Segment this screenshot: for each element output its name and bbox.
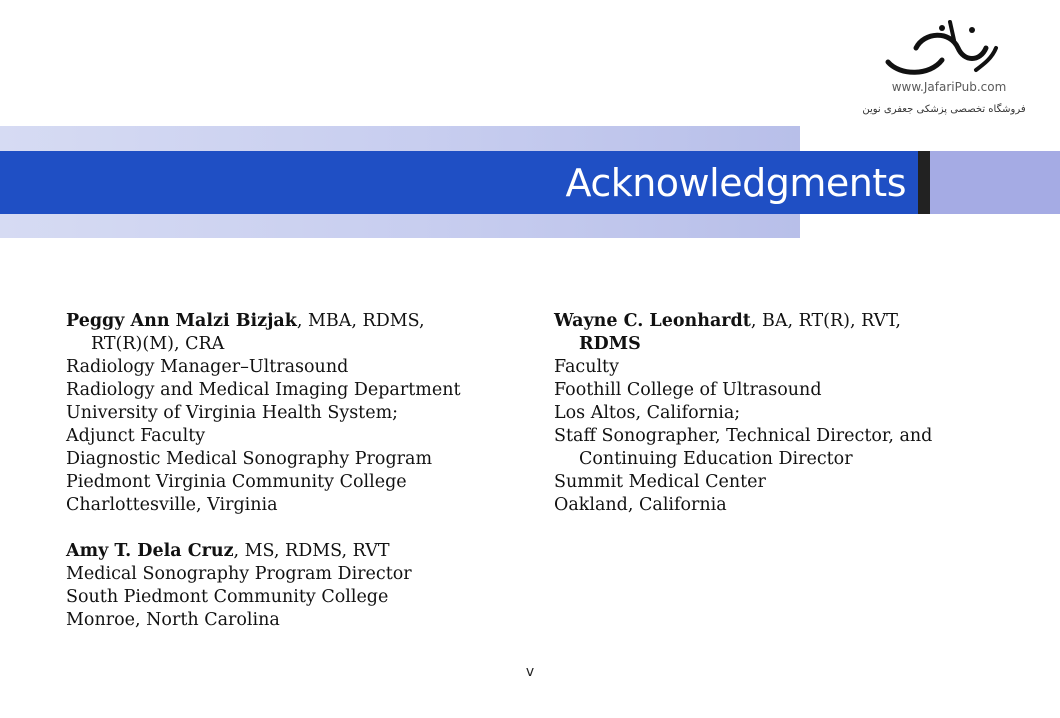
contributor-line: Medical Sonography Program Director [66, 564, 412, 584]
contributor-credentials: , BA, RT(R), RVT, [750, 311, 901, 331]
publisher-tagline: فروشگاه تخصصی پزشکی جعفری نوین [862, 104, 1026, 115]
calligraphy-logo-icon [880, 18, 1000, 80]
contributor-credentials: , MS, RDMS, RVT [233, 541, 390, 561]
contributor-line: Monroe, North Carolina [66, 610, 280, 630]
publisher-logo [862, 18, 1036, 122]
contributor-entry [66, 310, 486, 517]
publisher-url: www.JafariPub.com [891, 80, 1007, 94]
contributor-name: Peggy Ann Malzi Bizjak [66, 311, 297, 331]
contributor-line: Faculty [554, 357, 619, 377]
page-number: v [525, 664, 535, 680]
contributor-credentials-cont: RDMS [579, 334, 641, 354]
contributor-line: Foothill College of Ultrasound [554, 380, 822, 400]
contributor-line-indented: Continuing Education Director [579, 449, 853, 469]
contributors-right-column [554, 310, 994, 540]
header-band-divider [918, 151, 930, 214]
contributor-line: University of Virginia Health System; [66, 403, 399, 423]
page-title: Acknowledgments [565, 161, 906, 205]
contributor-line: South Piedmont Community College [66, 587, 389, 607]
contributor-name: Amy T. Dela Cruz [66, 541, 234, 561]
contributor-credentials: , MBA, RDMS, [296, 311, 425, 331]
contributor-line: Piedmont Virginia Community College [66, 472, 407, 492]
contributor-line: Radiology and Medical Imaging Department [66, 380, 461, 400]
contributors-left-column [66, 310, 486, 655]
header-band-right [930, 151, 1060, 214]
contributor-entry [554, 310, 994, 517]
contributor-line: Los Altos, California; [554, 403, 741, 423]
contributor-entry [66, 540, 486, 632]
contributor-name: Wayne C. Leonhardt [554, 311, 751, 331]
contributor-line: Charlottesville, Virginia [66, 495, 278, 515]
contributor-line: Diagnostic Medical Sonography Program [66, 449, 433, 469]
contributor-line: Adjunct Faculty [66, 426, 206, 446]
contributor-credentials-cont: RT(R)(M), CRA [91, 334, 225, 354]
contributor-line: Radiology Manager–Ultrasound [66, 357, 349, 377]
contributor-line: Oakland, California [554, 495, 727, 515]
contributor-line: Summit Medical Center [554, 472, 766, 492]
contributor-line: Staff Sonographer, Technical Director, and [554, 426, 933, 446]
